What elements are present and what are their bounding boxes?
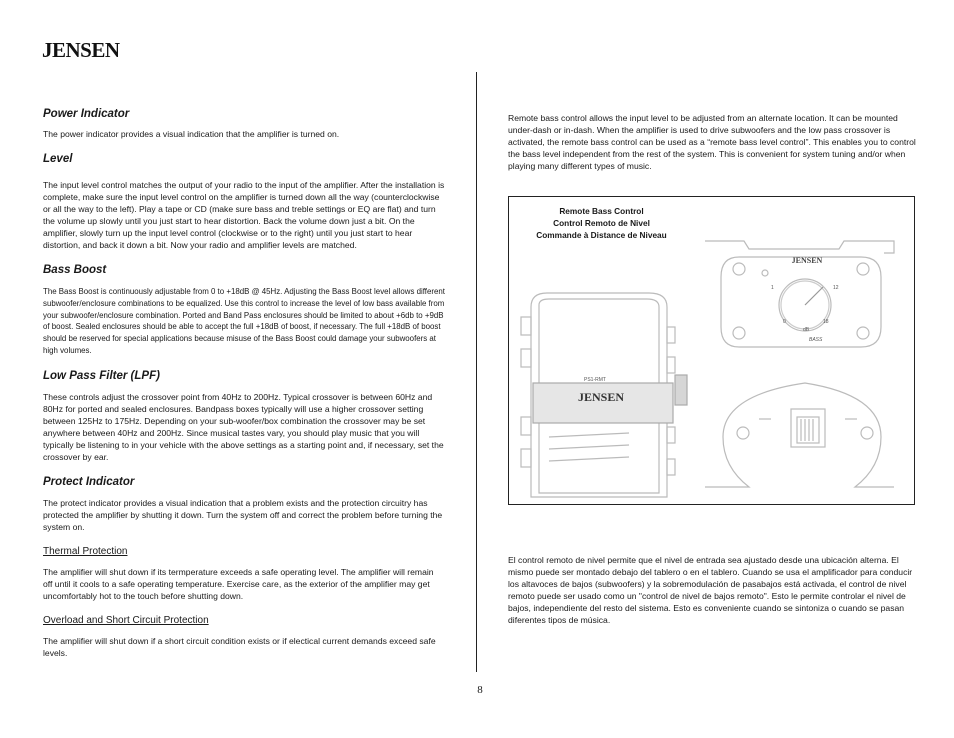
power-indicator-text: The power indicator provides a visual indication that the amplifier is turned on. [43, 129, 340, 139]
remote-jack-drawing [705, 383, 894, 487]
knob-badge-label: BASS [809, 337, 823, 343]
remote-bass-figure [508, 196, 915, 505]
thermal-protection-heading: Thermal Protection [43, 545, 128, 557]
caption-french: Commande à Distance de Niveau [536, 230, 667, 240]
knob-scale-min: 1 [771, 285, 774, 291]
bass-boost-heading: Bass Boost [43, 264, 107, 276]
page-number: 8 [477, 684, 483, 696]
lpf-text: These controls adjust the crossover point from 40Hz to 200Hz. Typical crossover is between 60Hz and 80Hz for ported and sealed enclosures. Bandpass boxes typically will use a higher crossover setting between 125Hz to 175Hz. Depending on your sub-woofer/box combination the crossover may be set anywhere between 40Hz and 200Hz. Since musical tastes vary, you should play music that you will typically be listening to in your vehicle with the above settings as a starting point and, if necessary, set the crossover by ear. [43, 391, 444, 462]
amp-brand-label: JENSEN [577, 390, 625, 404]
remote-control-illustration [509, 197, 916, 506]
knob-scale-low: 0 [783, 319, 786, 325]
knob-brand-label: JENSEN [791, 256, 823, 265]
level-heading: Level [43, 153, 73, 165]
column-divider [476, 72, 477, 672]
protect-indicator-heading: Protect Indicator [43, 475, 135, 488]
bass-boost-text: The Bass Boost is continuously adjustable from 0 to +18dB @ 45Hz. Adjusting the Bass Boost level allows different subwoofer/enclosure combinations to be equalized. Use this control to increase the level of low bass available from your subwoofer/enclosure combination. Ported and Band Pass enclosures should be limited to about +6db to +9dB of boost. Sealed enclosures should be able to accept the full +18dB of boost, if necessary. The full +18dB of boost should be reserved for special applications because misuse of the Bass Boost could damage your subwoofers at high volumes. [43, 287, 445, 355]
lpf-heading: Low Pass Filter (LPF) [43, 369, 160, 382]
brand-logo: JENSEN [42, 38, 120, 62]
caption-english: Remote Bass Control [559, 206, 644, 216]
knob-unit-label: dB [803, 327, 810, 333]
left-column [43, 108, 445, 672]
level-text: The input level control matches the output of your radio to the input of the amplifier. After the installation is complete, make sure the input level control on the amplifier is turned down all the way (counterclockwise or all the way to the left). Play a tape or CD (make sure bass and treble settings or EQ are flat) and turn the volume up slowly until you just start to hear distortion. Back the volume down just a bit. On the amplifier, slowly turn up the input level control (clockwise or to the right) until you just start to hear distortion, and back it down a bit. Now your radio and amplifier levels are matched. [43, 180, 445, 250]
power-indicator-heading: Power Indicator [43, 108, 130, 120]
knob-scale-high: 18 [823, 319, 829, 325]
remote-bass-intro-en: Remote bass control allows the input level to be adjusted from an alternate location. It can be mounted under-dash or in-dash. When the amplifier is used to drive subwoofers and the low pass crossover is activated, the remote bass control can be used as a “remote bass level control”. This enables you to control the bass level independent from the rest of the system. This is convenient for system tuning and/or when playing many different types of music. [508, 113, 916, 171]
overload-protection-heading: Overload and Short Circuit Protection [43, 614, 209, 626]
thermal-protection-text: The amplifier will shut down if its termperature exceeds a safe operating level. The amplifier will remain off until it cools to a safe operating temperature. Exercise care, as the exterior of the amplifier may get uncomfortably hot to the touch before shutting down. [43, 566, 434, 601]
amp-model-label: PS1-RMT [584, 377, 606, 383]
overload-protection-text: The amplifier will shut down if a short circuit condition exists or if electical current demands exceed safe levels. [43, 635, 436, 658]
knob-scale-max: 12 [833, 285, 839, 291]
caption-spanish: Control Remoto de Nivel [553, 218, 650, 228]
protect-indicator-text: The protect indicator provides a visual indication that a problem exists and the protection circuitry has protected the amplifier by shutting it down. Turn the system off and correct the problem before turning the system on. [43, 497, 443, 532]
remote-bass-intro-es: El control remoto de nivel permite que el nivel de entrada sea ajustado desde una ubicación alterna. El mismo puede ser montado debajo del tablero o en el tablero. Cuando se usa el amplificador para conducir los altavoces de bajos (subwoofers) y la sobremodulación de pasabajos está activada, el control de nivel remoto puede ser usado como un "control de nivel de bajos remoto". Esto le permite controlar el nivel de bajos, independiente del resto del sistema. Esto es conveniente cuando se sintoniza o cuando se pasan diferentes tipos de música. [508, 555, 913, 625]
